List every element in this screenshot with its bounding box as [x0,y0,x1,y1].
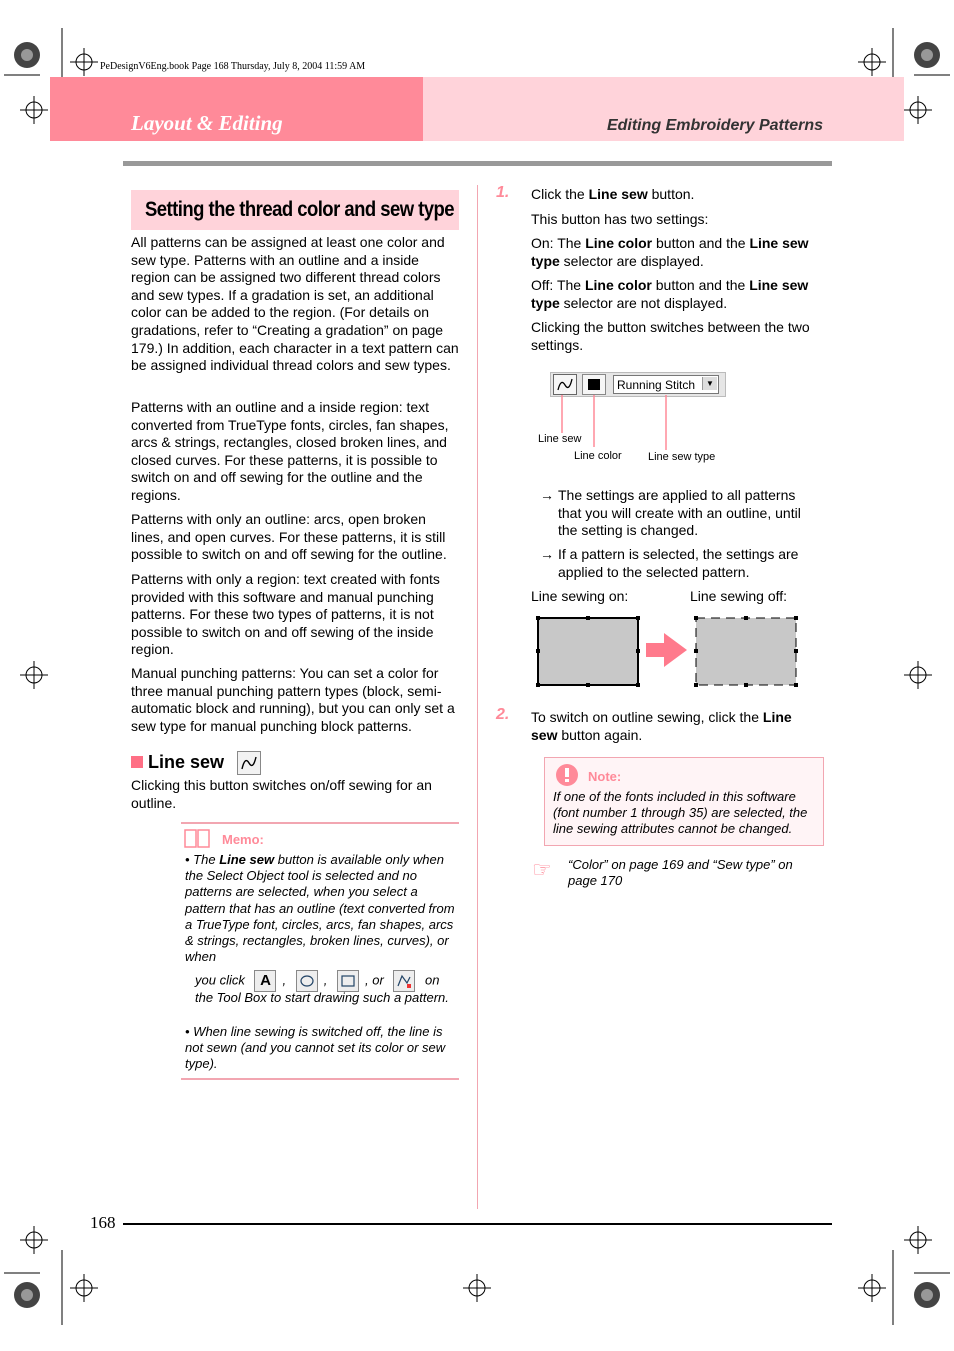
settings-intro: This button has two settings: [531,211,709,227]
cross-reference: “Color” on page 169 and “Sew type” on page 170 [568,857,793,888]
line-sewing-on-label: Line sewing on: [531,588,629,604]
paragraph: Patterns with an outline and a inside region: text converted from TrueType fonts, circles, fan shapes, arcs & strings, rectangles, closed broken lines, and closed curves. For these patterns, it is possible to switch on and off sewing for the outline and the regions. [131,399,449,503]
paragraph: Patterns with only an outline: arcs, open broken lines, and open curves. For these patterns, it is still possible to switch on and off sewing for the outline. [131,511,447,563]
memo-box [181,822,459,1080]
switching-text: Clicking the button switches between the two settings. [531,319,810,353]
step-1-text: Click the Line sew button. [531,186,695,202]
book-icon [183,828,211,850]
alert-icon [554,763,580,787]
line-sew-icon [554,375,576,394]
line-sew-heading-text: Line sew [148,751,225,772]
callout-line-sew-type: Line sew type [648,451,716,463]
step-number: 1. [496,184,510,201]
line-color-button[interactable] [582,374,606,395]
memo-tool-line: you click A , , , or on [185,970,457,992]
line-sew-heading [131,751,261,775]
outline-tool-icon [393,970,415,992]
toolbar-illustration [550,372,726,397]
result-item-2: → If a pattern is selected, the settings are applied to the selected pattern. [540,546,799,580]
callout-line-color: Line color [574,450,622,462]
note-label: Note: [588,769,622,784]
line-sewing-off-label: Line sewing off: [690,588,788,604]
print-metadata: PeDesignV6Eng.book Page 168 Thursday, July 8, 2004 11:59 AM [100,61,366,72]
page-heading [131,190,459,230]
step-number: 2. [496,706,510,723]
callout-lines [530,395,750,455]
column-divider [477,185,478,1209]
color-swatch-icon [588,379,600,390]
circle-tool-icon [296,970,318,992]
bottom-rule [123,1223,832,1225]
paragraph: All patterns can be assigned at least one color and sew type. Patterns with an outline and a inside region can be assigned two different thread colors and sew types. If a gradation is set, an additional color can be added to the region. (For details on gradations, refer to “Creating a gradation” on page 179.) In addition, each character in a text pattern can be assigned individual thread colors and sew types. [131,234,459,374]
top-rule [123,161,832,166]
setting-on: On: The Line color button and the Line sew type selector are displayed. [531,235,809,269]
page-heading-text: Setting the thread color and sew type [145,198,455,221]
arrow-right-icon [646,633,687,667]
chapter-title: Layout & Editing [131,111,283,135]
line-sew-description: Clicking this button switches on/off sewing for an outline. [131,777,432,811]
line-sew-button[interactable] [553,374,577,395]
memo-bullet-1: • The Line sew button is available only when the Select Object tool is selected and no patterns are selected, when you select a pattern that has an outline (text converted from a TrueType font, circles, arcs, fan shapes, arcs & strings, rectangles, broken lines, curves), or when [185,852,455,965]
result-item-1: → The settings are applied to all patterns that you will create with an outline, until the setting is changed. [540,487,801,539]
line-sew-icon [237,751,261,775]
page-number: 168 [90,1213,116,1232]
rectangle-tool-icon [337,970,359,992]
square-bullet-icon [131,756,143,768]
line-sew-type-select[interactable]: Running Stitch ▼ [613,375,719,394]
memo-bullet-2: • When line sewing is switched off, the line is not sewn (and you cannot set its color or sew type). [185,1024,446,1072]
memo-bullet-1-tail: the Tool Box to start drawing such a pattern. [195,990,449,1005]
setting-off: Off: The Line color button and the Line sew type selector are not displayed. [531,277,809,311]
callout-line-sew: Line sew [538,433,582,445]
paragraph: Patterns with only a region: text created with fonts provided with this software and manual punching patterns. For these two types of patterns, it is not possible to switch on and off sewing of the inside region. [131,571,440,658]
step-2-text: To switch on outline sewing, click the Line sew button again. [531,709,792,743]
chevron-down-icon[interactable]: ▼ [702,377,717,390]
section-title: Editing Embroidery Patterns [606,117,823,134]
rectangle-outline-off [694,616,798,687]
pointing-hand-icon: ☞ [532,857,552,882]
note-box [544,757,824,846]
text-tool-icon: A [254,970,276,992]
rectangle-outline-on [536,616,640,687]
line-sewing-illustration [530,610,810,692]
note-text: If one of the fonts included in this software (font number 1 through 35) are selected, the line sewing attributes cannot be changed. [553,789,808,836]
paragraph: Manual punching patterns: You can set a color for three manual punching pattern types (block, semi-automatic block and running), but you can only set a sew type for manual punching block patterns. [131,665,455,734]
memo-label: Memo: [222,832,264,847]
